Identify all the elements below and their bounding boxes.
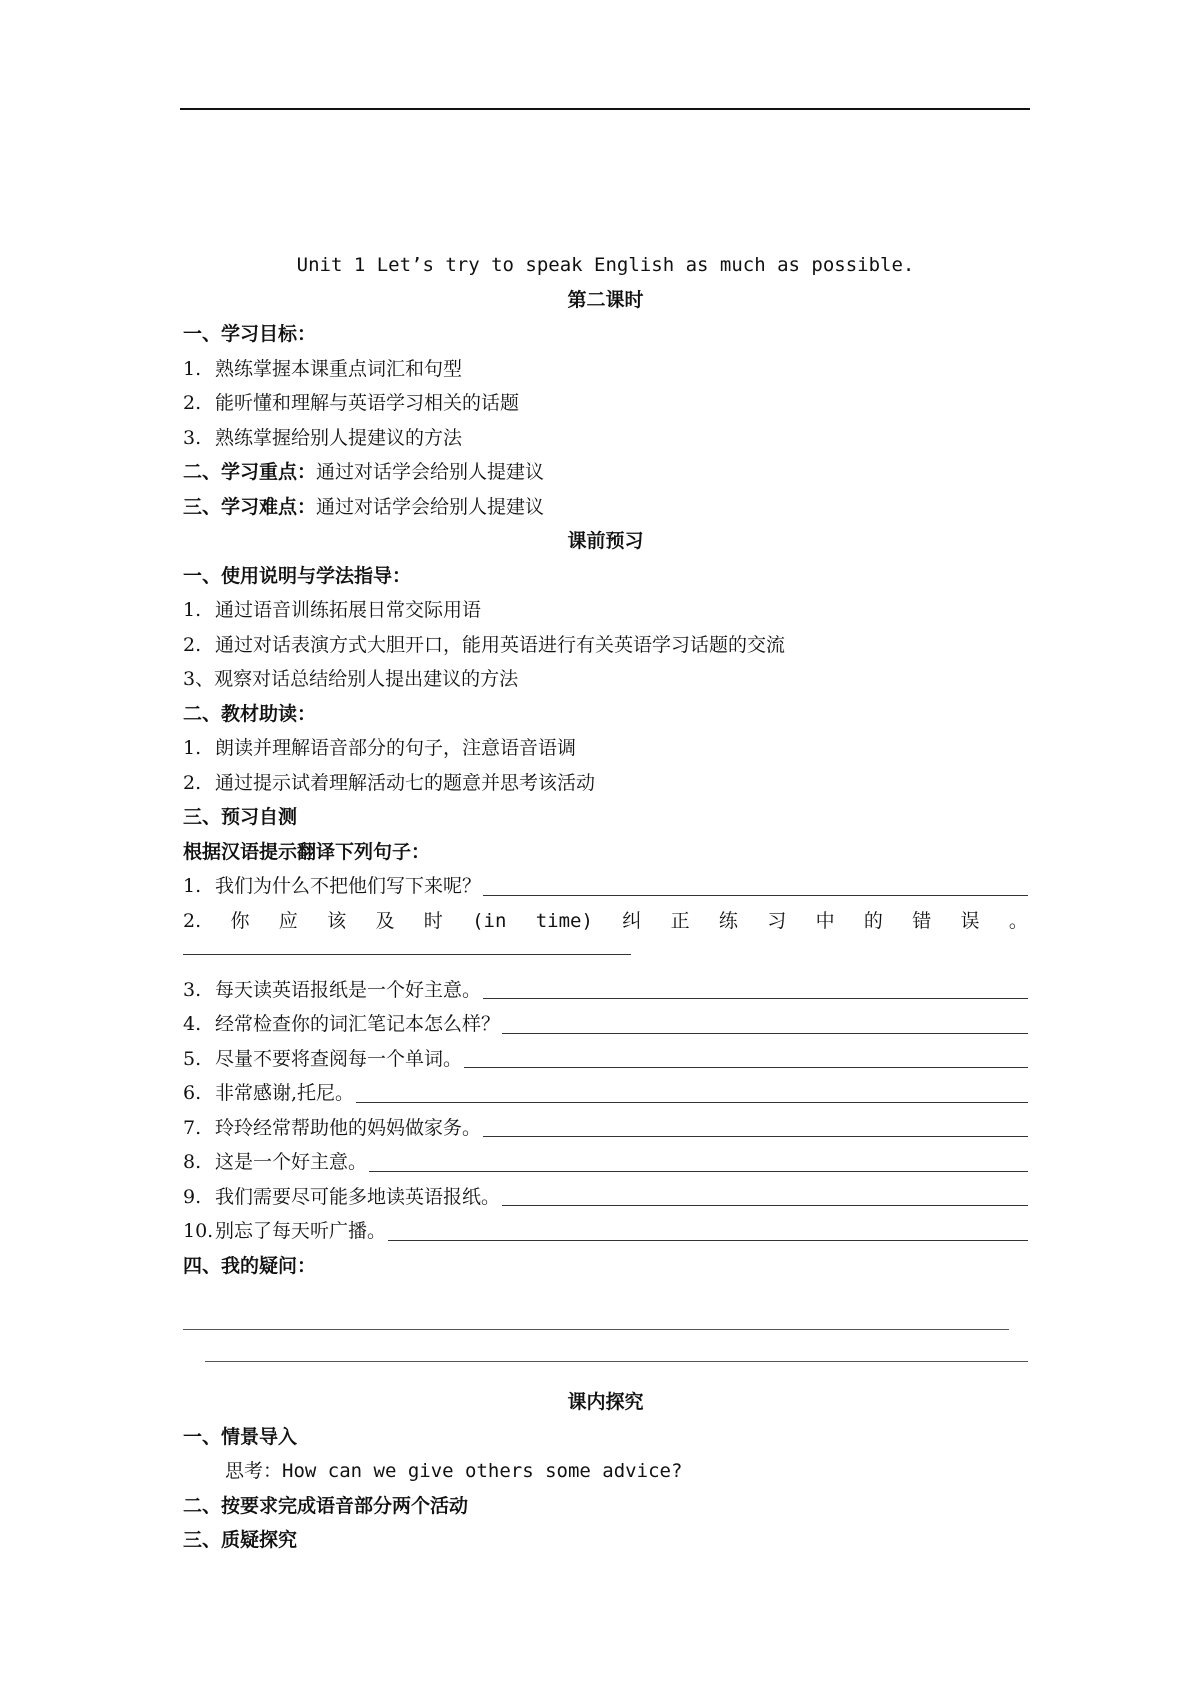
textbook-item	[183, 731, 1028, 766]
item-text: 观察对话总结给别人提出建议的方法	[214, 668, 519, 690]
item-text: 玲玲经常帮助他的妈妈做家务。	[215, 1116, 482, 1139]
item-text: 非常感谢,托尼。	[215, 1082, 355, 1104]
instruction-item	[183, 593, 1028, 628]
item-number: 1.	[183, 357, 202, 380]
token: 你	[230, 909, 250, 932]
translation-item	[183, 869, 1028, 904]
token: 正	[670, 909, 690, 932]
token: 错	[912, 909, 932, 932]
key-point	[183, 455, 1028, 490]
item-number: 5.	[183, 1047, 202, 1070]
item-number: 9.	[183, 1185, 202, 1208]
spacer	[183, 1283, 1028, 1317]
token: (in	[472, 909, 507, 932]
lesson-label: 第二课时	[567, 288, 644, 311]
item-text: 别忘了每天听广播。	[215, 1220, 387, 1242]
item-text: 通过语音训练拓展日常交际用语	[215, 599, 482, 621]
item-text: 每天读英语报纸是一个好主意。	[215, 978, 482, 1001]
item-text: 熟练掌握给别人提建议的方法	[215, 426, 463, 449]
item-number: 2.	[183, 909, 202, 932]
answer-blank[interactable]	[502, 1205, 1028, 1206]
item-number: 3.	[183, 426, 202, 449]
document-body	[183, 248, 1028, 1558]
objective-item	[183, 386, 1028, 421]
item-number: 7.	[183, 1116, 202, 1139]
item-number: 10.	[183, 1220, 214, 1242]
question-blank-row	[183, 1351, 1028, 1385]
translation-item	[183, 1145, 1028, 1180]
item-number: 1.	[183, 737, 202, 759]
item-number: 3.	[183, 978, 202, 1001]
think-prompt	[183, 1454, 1028, 1489]
token: time)	[535, 909, 593, 932]
token: 的	[863, 909, 883, 932]
questions-heading: 四、我的疑问：	[183, 1254, 317, 1277]
instruction-item	[183, 628, 1028, 663]
answer-blank[interactable]	[502, 1033, 1028, 1034]
header-rule	[180, 108, 1030, 110]
instruction-item	[183, 662, 1028, 697]
textbook-item	[183, 766, 1028, 801]
think-label: 思考：	[225, 1460, 283, 1482]
answer-blank[interactable]	[356, 1102, 1028, 1103]
answer-blank[interactable]	[388, 1240, 1028, 1241]
item-text: 熟练掌握本课重点词汇和句型	[215, 357, 463, 380]
token: 及	[375, 909, 395, 932]
item-text: 我们为什么不把他们写下来呢？	[215, 875, 482, 897]
item-number: 2.	[183, 633, 202, 656]
answer-blank[interactable]	[464, 1067, 1028, 1068]
item-number: 8.	[183, 1151, 202, 1173]
item-number: 2.	[183, 771, 202, 794]
token: 练	[718, 909, 738, 932]
difficulty-label: 三、学习难点：	[183, 495, 317, 518]
item-text: 我们需要尽可能多地读英语报纸。	[215, 1185, 501, 1208]
token: 纠	[622, 909, 642, 932]
translation-item	[183, 1042, 1028, 1077]
item-number: 1.	[183, 875, 202, 897]
translation-item	[183, 1180, 1028, 1215]
item-text: 朗读并理解语音部分的句子，注意语音语调	[215, 737, 577, 759]
textbook-heading: 二、教材助读：	[183, 702, 317, 725]
answer-blank[interactable]	[483, 998, 1028, 999]
instructions-heading: 一、使用说明与学法指导：	[183, 564, 412, 587]
inclass-heading: 课内探究	[567, 1391, 644, 1413]
item-number: 2.	[183, 392, 202, 414]
answer-blank[interactable]	[483, 895, 1028, 896]
token: 。	[1008, 909, 1028, 932]
token: 该	[327, 909, 347, 932]
answer-blank[interactable]	[183, 954, 631, 955]
key-point-label: 二、学习重点：	[183, 461, 317, 483]
item-number: 1.	[183, 599, 202, 621]
answer-blank[interactable]	[483, 1136, 1028, 1137]
token: 时	[423, 909, 443, 932]
token: 应	[278, 909, 298, 932]
translation-item-spread	[183, 904, 1028, 939]
question-blank-row	[183, 1317, 1028, 1351]
inquiry-heading: 三、质疑探究	[183, 1529, 298, 1551]
translation-item	[183, 1007, 1028, 1042]
item-number: 4.	[183, 1013, 202, 1035]
question-blank[interactable]	[183, 1329, 1009, 1330]
answer-blank[interactable]	[369, 1171, 1028, 1172]
think-text: How can we give others some advice?	[282, 1460, 683, 1482]
token: 习	[767, 909, 787, 932]
item-number: 3、	[183, 668, 215, 690]
item-text: 能听懂和理解与英语学习相关的话题	[215, 392, 520, 414]
scenario-heading: 一、情景导入	[183, 1425, 298, 1448]
preview-heading: 课前预习	[567, 530, 644, 552]
self-test-heading: 三、预习自测	[183, 806, 298, 828]
item-text: 尽量不要将查阅每一个单词。	[215, 1047, 463, 1070]
objective-item	[183, 421, 1028, 456]
translation-item	[183, 1111, 1028, 1146]
key-point-text: 通过对话学会给别人提建议	[316, 461, 545, 483]
activities-heading: 二、按要求完成语音部分两个活动	[183, 1494, 469, 1517]
objectives-heading: 一、学习目标：	[183, 323, 317, 345]
token: 中	[815, 909, 835, 932]
translation-item	[183, 1076, 1028, 1111]
translation-item	[183, 1214, 1028, 1249]
item-text: 通过对话表演方式大胆开口，能用英语进行有关英语学习话题的交流	[215, 633, 786, 656]
translation-item	[183, 973, 1028, 1008]
answer-blank-row	[183, 938, 1028, 973]
item-text: 经常检查你的词汇笔记本怎么样？	[215, 1013, 501, 1035]
self-test-subheading: 根据汉语提示翻译下列句子：	[183, 840, 431, 863]
item-number: 6.	[183, 1082, 202, 1104]
item-text: 这是一个好主意。	[215, 1151, 368, 1173]
item-text: 通过提示试着理解活动七的题意并思考该活动	[215, 771, 596, 794]
token: 误	[960, 909, 980, 932]
objective-item	[183, 352, 1028, 387]
unit-title: Unit 1 Let’s try to speak English as much as possible.	[296, 254, 915, 276]
question-blank[interactable]	[205, 1361, 1028, 1362]
difficulty-text: 通过对话学会给别人提建议	[316, 495, 545, 518]
difficulty	[183, 490, 1028, 525]
